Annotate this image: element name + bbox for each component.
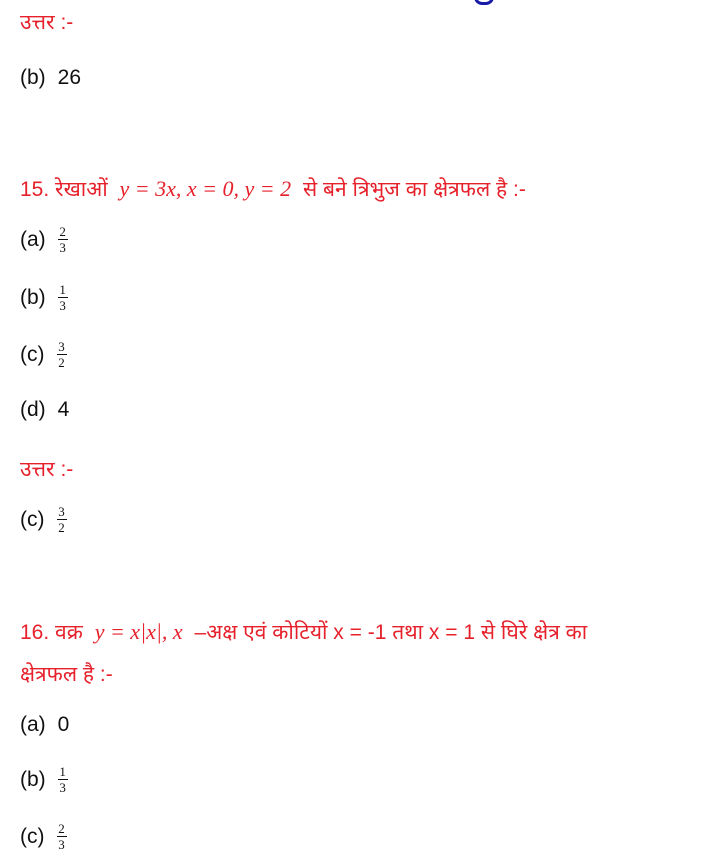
numerator: 1 [59, 282, 66, 297]
q15-option-c [20, 340, 67, 369]
question-prefix: 15. रेखाओं [20, 178, 108, 201]
question-suffix: से बने त्रिभुज का क्षेत्रफल है :- [303, 178, 526, 201]
numerator: 3 [58, 504, 65, 519]
option-label: (c) [20, 824, 45, 848]
question-suffix: –अक्ष एवं कोटियों x = -1 तथा x = 1 से घिरे क्षेत्र का [194, 621, 588, 644]
fraction [57, 505, 67, 534]
option-value: 26 [57, 66, 82, 89]
denominator: 3 [59, 780, 66, 795]
option-value: 4 [57, 398, 70, 421]
option-value: 0 [57, 713, 70, 736]
option-label: (b) [20, 66, 46, 89]
fraction [58, 765, 68, 794]
question-15 [20, 175, 526, 203]
denominator: 3 [58, 837, 65, 852]
prev-answer [20, 66, 81, 90]
numerator: 2 [58, 821, 65, 836]
option-label: (a) [20, 227, 46, 251]
numerator: 1 [59, 764, 66, 779]
cropped-glyph [474, 0, 494, 5]
option-label: (c) [20, 342, 45, 366]
option-label: (b) [20, 767, 46, 791]
fraction [57, 340, 67, 369]
option-label: (a) [20, 713, 46, 736]
question-math: y = x|x|, x [94, 619, 183, 644]
answer-label: उत्तर :- [20, 458, 74, 481]
question-math: y = 3x, x = 0, y = 2 [119, 176, 292, 201]
denominator: 2 [58, 355, 65, 370]
numerator: 2 [59, 224, 66, 239]
fraction [58, 225, 68, 254]
fraction [58, 283, 68, 312]
denominator: 3 [59, 298, 66, 313]
q15-answer [20, 505, 67, 534]
q16-option-b [20, 765, 68, 794]
denominator: 3 [59, 240, 66, 255]
denominator: 2 [58, 520, 65, 535]
option-label: (c) [20, 507, 45, 531]
q15-option-b [20, 283, 68, 312]
q16-option-a [20, 713, 69, 737]
fraction [57, 822, 67, 851]
question-16 [20, 618, 587, 646]
question-16-line2: क्षेत्रफल है :- [20, 663, 113, 686]
numerator: 3 [58, 339, 65, 354]
q15-option-a [20, 225, 68, 254]
answer-label: उत्तर :- [20, 11, 74, 34]
q16-option-c [20, 822, 67, 851]
q15-option-d [20, 398, 69, 422]
question-prefix: 16. वक्र [20, 621, 83, 644]
option-label: (b) [20, 285, 46, 309]
option-label: (d) [20, 398, 46, 421]
